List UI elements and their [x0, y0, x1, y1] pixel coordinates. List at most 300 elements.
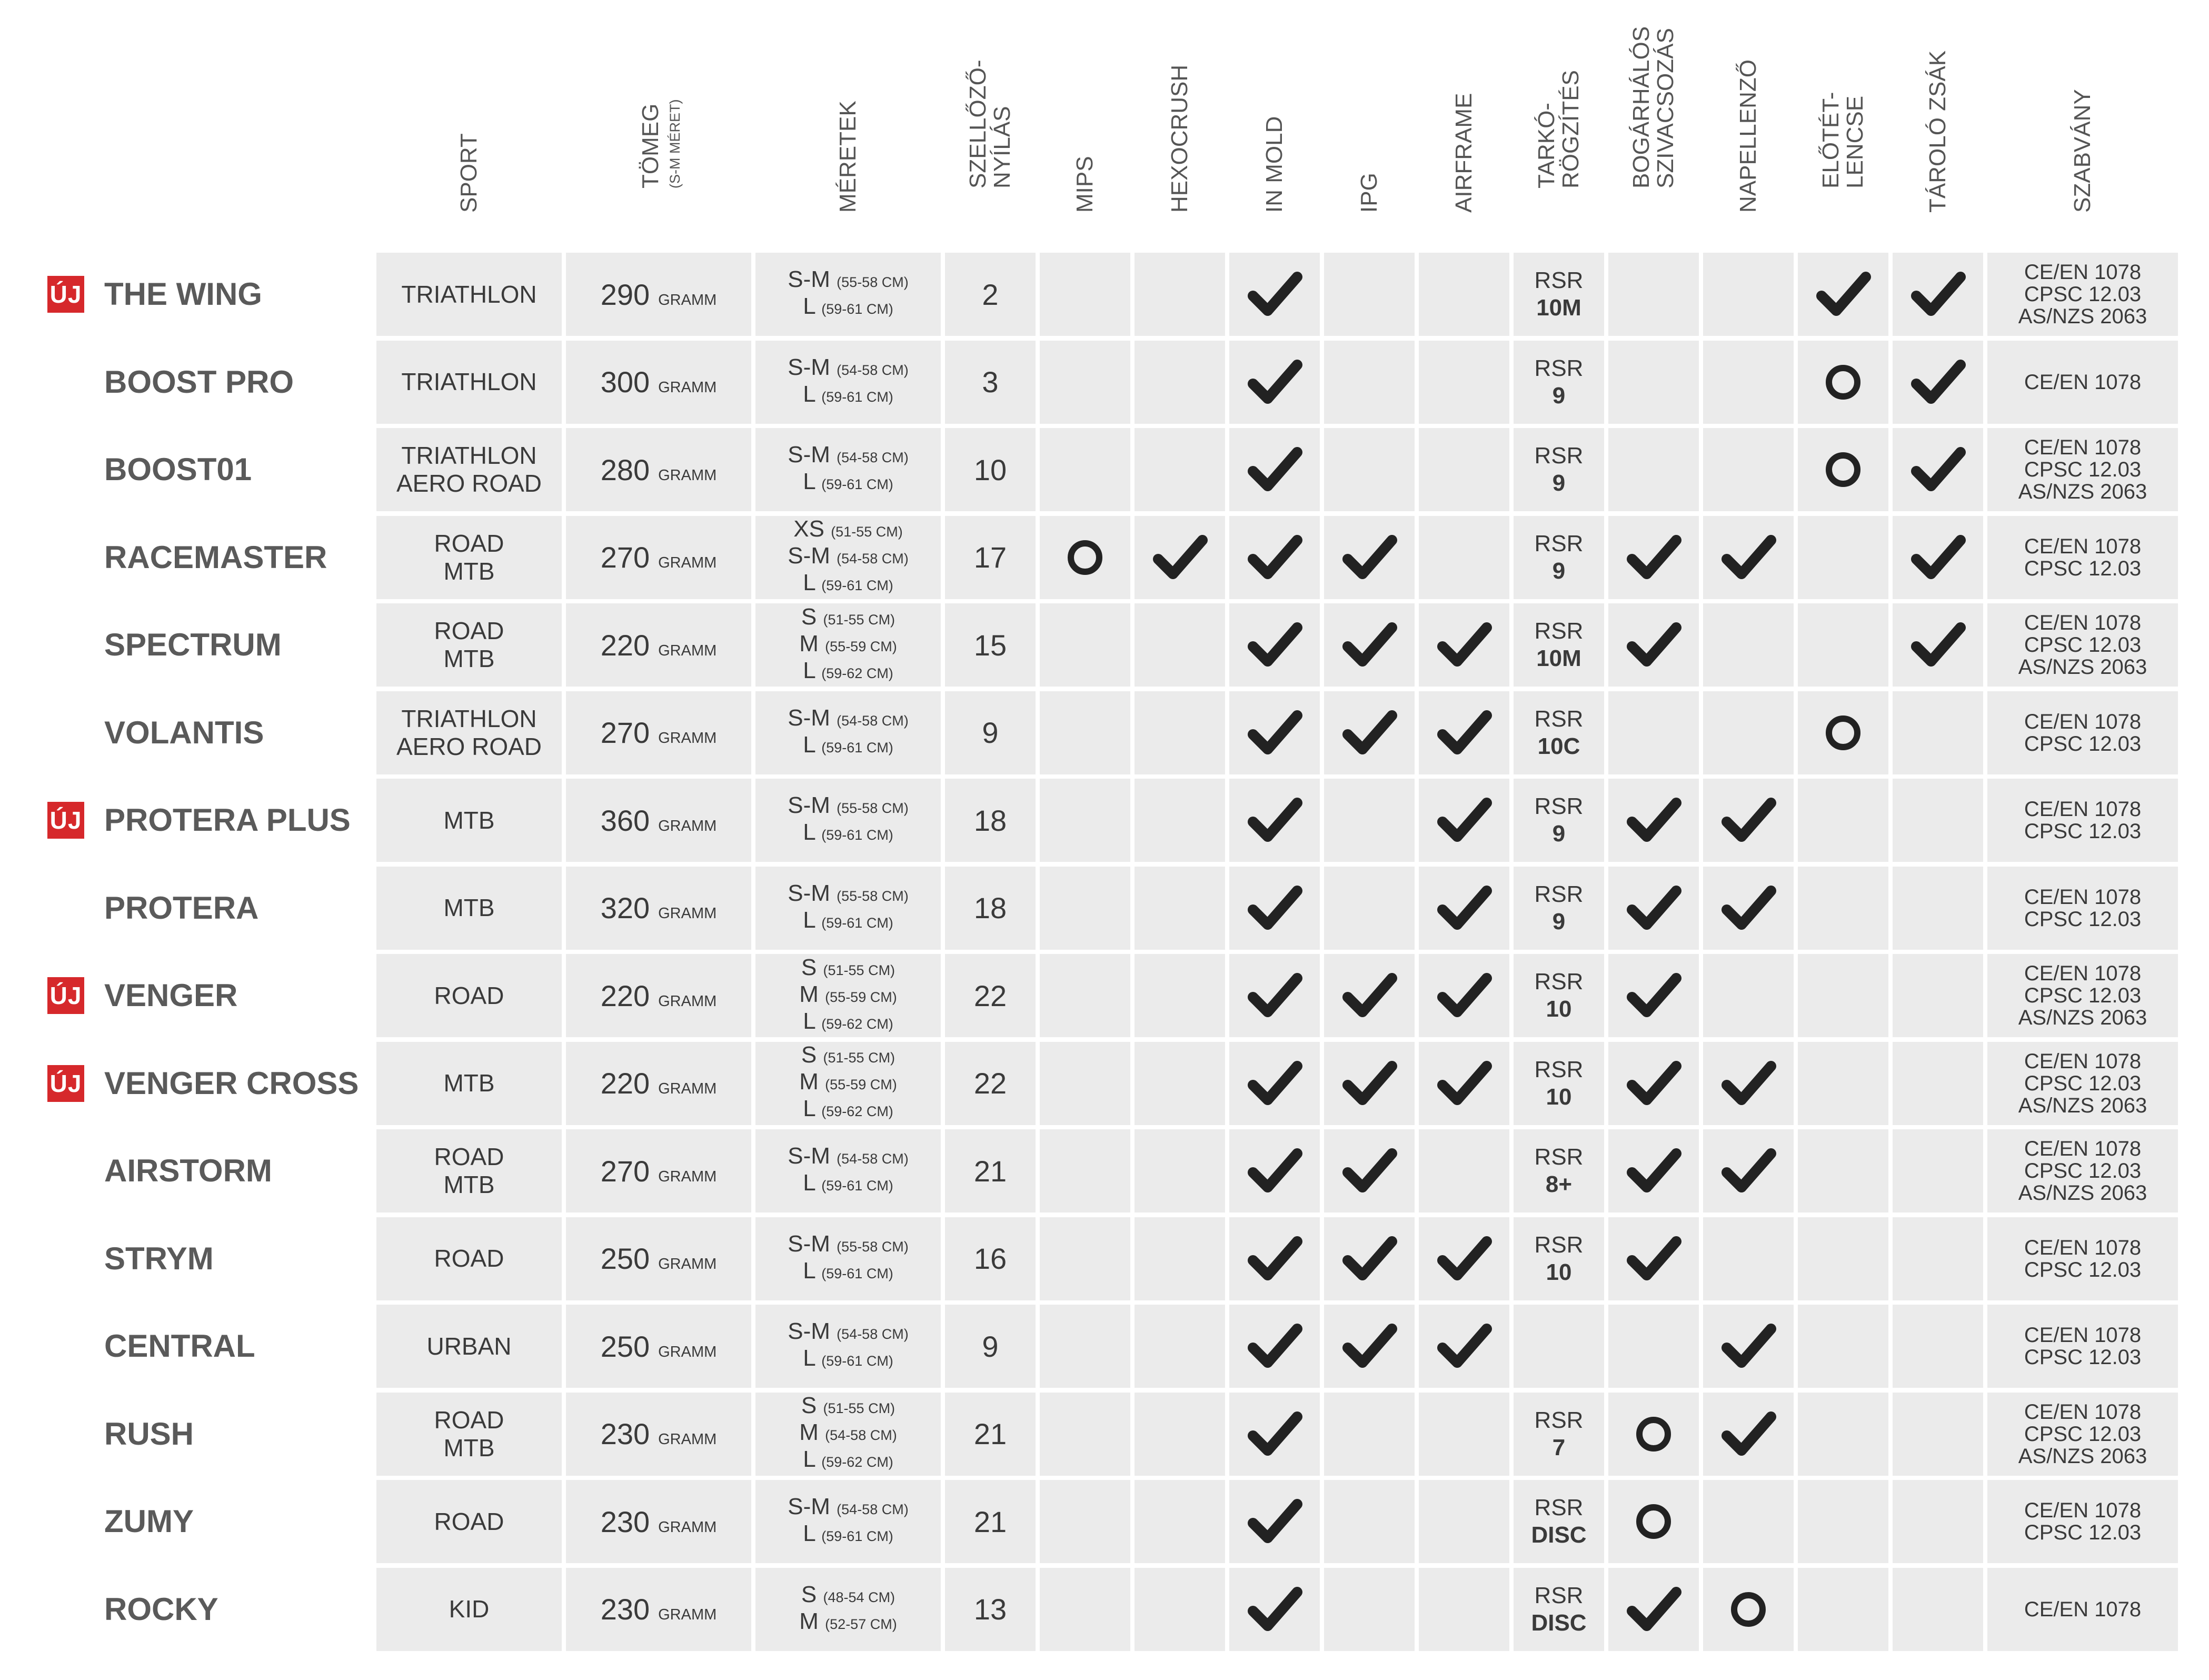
sport-text: [401, 368, 536, 396]
cell-bugnet: [1608, 1393, 1699, 1476]
check-icon: [1246, 1493, 1303, 1550]
cell-mips: [1040, 1480, 1130, 1563]
standard-line: CE/EN 1078: [2024, 1499, 2142, 1522]
column-header-label: [1357, 173, 1381, 213]
cell-lens: [1798, 428, 1888, 511]
standard-line: CE/EN 1078: [2024, 436, 2142, 459]
size-label: M: [799, 1608, 819, 1634]
cell-in-mold: [1229, 1480, 1320, 1563]
size-line: [799, 1394, 897, 1420]
weight-unit: GRAMM: [658, 379, 717, 396]
retention-system: RSR: [1534, 1144, 1584, 1170]
size-range: (54-58 CM): [837, 551, 909, 566]
cell-visor: [1703, 1393, 1794, 1476]
cell-visor: [1703, 516, 1794, 599]
product-row-label: [0, 954, 369, 1037]
size-label: S-M: [788, 1143, 830, 1169]
cell-mips: [1040, 691, 1130, 774]
cell-bugnet: [1608, 1305, 1699, 1388]
check-icon: [1340, 616, 1398, 674]
column-header-label: [1073, 156, 1097, 213]
cell-hexocrush: [1135, 1217, 1225, 1300]
column-header-in-mold: [1229, 0, 1320, 247]
check-icon: [1719, 1317, 1777, 1375]
cell-bag: [1893, 691, 1983, 774]
column-header-standard: [1987, 0, 2178, 247]
size-label: L: [803, 1446, 815, 1472]
weight-text: [601, 891, 717, 925]
sport-line: URBAN: [426, 1332, 512, 1360]
size-line: [788, 1232, 908, 1259]
sport-line: MTB: [443, 894, 495, 921]
cell-ipg: [1324, 1305, 1415, 1388]
column-header-bugnet: [1608, 0, 1699, 247]
retention-system: RSR: [1534, 1231, 1584, 1258]
product-name: VOLANTIS: [104, 714, 264, 750]
cell-mips: [1040, 603, 1130, 687]
standard-line: AS/NZS 2063: [2018, 1444, 2147, 1468]
weight-text: [601, 1417, 717, 1451]
product-name: PROTERA: [104, 890, 259, 926]
size-label: S: [801, 1581, 817, 1607]
cell-bugnet: [1608, 1129, 1699, 1212]
column-header-line: IPG: [1356, 173, 1382, 213]
cell-in-mold: [1229, 1217, 1320, 1300]
standard-line: CPSC 12.03: [2024, 1346, 2142, 1369]
check-icon: [1246, 616, 1303, 674]
cell-lens: [1798, 1393, 1888, 1476]
check-icon: [1719, 791, 1777, 849]
weight-text: [601, 277, 717, 312]
cell-standard: [1987, 341, 2178, 424]
cell-airframe: [1419, 691, 1509, 774]
size-label: L: [803, 819, 815, 845]
weight-text: [601, 979, 717, 1013]
cell-hexocrush: [1135, 1480, 1225, 1563]
cell-vents: [945, 1305, 1036, 1388]
cell-hexocrush: [1135, 1568, 1225, 1651]
cell-vents: [945, 603, 1036, 687]
standard-line: CE/EN 1078: [2024, 611, 2142, 634]
check-icon: [1909, 529, 1967, 586]
column-header-line: LENCSE: [1842, 95, 1868, 188]
cell-hexocrush: [1135, 691, 1225, 774]
cell-bag: [1893, 1480, 1983, 1563]
cell-weight: [566, 691, 751, 774]
size-line: [799, 1609, 897, 1636]
sport-line: MTB: [443, 806, 495, 834]
cell-airframe: [1419, 779, 1509, 862]
retention-system: RSR: [1534, 530, 1584, 556]
new-badge: [47, 276, 84, 313]
cell-bugnet: [1608, 516, 1699, 599]
sport-line: ROAD: [434, 1507, 504, 1535]
size-line: [799, 1420, 897, 1447]
vents-number: 2: [982, 277, 999, 311]
sport-line: ROAD: [434, 981, 504, 1009]
column-header-weight: [566, 0, 751, 247]
size-label: S-M: [788, 1318, 830, 1344]
column-header-label: [1452, 93, 1476, 213]
sport-text: [443, 1069, 494, 1097]
column-header-label: [1262, 116, 1287, 213]
column-header-visor: [1703, 0, 1794, 247]
cell-bag: [1893, 1393, 1983, 1476]
cell-rsr: [1514, 1217, 1604, 1300]
sport-text: [434, 1406, 504, 1462]
retention-system: RSR: [1534, 881, 1584, 907]
product-row-label: [0, 428, 369, 511]
sport-text: [434, 1143, 504, 1199]
retention-text: [1535, 1407, 1584, 1462]
column-header-vents: [945, 0, 1036, 247]
size-line: [788, 1171, 908, 1198]
cell-vents: [945, 867, 1036, 950]
weight-value: 270: [600, 716, 650, 749]
cell-lens: [1798, 1568, 1888, 1651]
size-label: S-M: [788, 704, 830, 731]
check-icon: [1814, 265, 1872, 323]
standard-line: AS/NZS 2063: [2018, 655, 2147, 679]
cell-rsr: [1514, 1042, 1604, 1125]
size-label: L: [803, 570, 815, 595]
cell-sizes: [755, 341, 941, 424]
check-icon: [1719, 1142, 1777, 1200]
sport-text: [434, 982, 504, 1010]
cell-sport: [376, 428, 562, 511]
cell-airframe: [1419, 516, 1509, 599]
size-range: (59-61 CM): [821, 1353, 893, 1369]
sport-line: MTB: [443, 1171, 495, 1198]
cell-hexocrush: [1135, 428, 1225, 511]
weight-text: [601, 453, 717, 487]
sport-text: [443, 807, 494, 834]
size-label: L: [803, 1520, 815, 1546]
check-icon: [1246, 441, 1303, 499]
cell-hexocrush: [1135, 253, 1225, 336]
cell-rsr: [1514, 253, 1604, 336]
cell-rsr: [1514, 779, 1604, 862]
size-range: (59-61 CM): [821, 1178, 893, 1194]
size-line: [788, 382, 908, 409]
new-badge-text: ÚJ: [49, 982, 82, 1009]
check-icon: [1246, 704, 1303, 762]
sizes-text: [799, 956, 897, 1036]
cell-standard: [1987, 867, 2178, 950]
cell-vents: [945, 779, 1036, 862]
product-row-label: [0, 1129, 369, 1212]
column-header-line: SZIVACSOZÁS: [1653, 28, 1678, 188]
cell-hexocrush: [1135, 1305, 1225, 1388]
sport-line: MTB: [443, 557, 495, 585]
cell-bag: [1893, 1305, 1983, 1388]
weight-text: [601, 803, 717, 838]
check-icon: [1246, 265, 1303, 323]
cell-sizes: [755, 1393, 941, 1476]
check-icon: [1625, 1230, 1683, 1288]
cell-sport: [376, 603, 562, 687]
cell-bag: [1893, 428, 1983, 511]
cell-standard: [1987, 1129, 2178, 1212]
product-name: BOOST01: [104, 452, 252, 487]
cell-visor: [1703, 1129, 1794, 1212]
column-header-line: SPORT: [456, 133, 482, 213]
cell-weight: [566, 516, 751, 599]
cell-ipg: [1324, 516, 1415, 599]
size-line: [799, 605, 897, 632]
cell-standard: [1987, 1393, 2178, 1476]
sport-text: [434, 530, 504, 585]
product-name: ZUMY: [104, 1504, 194, 1539]
cell-sport: [376, 1393, 562, 1476]
size-line: [788, 355, 908, 382]
column-header-line: SZELLŐZŐ-: [965, 59, 991, 188]
size-label: M: [799, 630, 819, 657]
product-row-label: [0, 779, 369, 862]
check-icon: [1625, 1055, 1683, 1112]
cell-vents: [945, 1129, 1036, 1212]
standard-line: CPSC 12.03: [2024, 633, 2142, 657]
vents-number: 15: [973, 628, 1007, 662]
cell-hexocrush: [1135, 779, 1225, 862]
weight-value: 220: [600, 628, 650, 662]
cell-sizes: [755, 1568, 941, 1651]
cell-vents: [945, 253, 1036, 336]
check-icon: [1151, 529, 1209, 586]
cell-bag: [1893, 1129, 1983, 1212]
weight-value: 280: [600, 453, 650, 486]
cell-sizes: [755, 867, 941, 950]
retention-system: RSR: [1534, 705, 1584, 732]
standard-line: CE/EN 1078: [2024, 962, 2142, 985]
column-header-mips: [1040, 0, 1130, 247]
check-icon: [1625, 791, 1683, 849]
vents-value: [974, 1066, 1007, 1100]
check-icon: [1909, 265, 1967, 323]
product-name: AIRSTORM: [104, 1153, 272, 1188]
product-name: ROCKY: [104, 1591, 218, 1627]
standard-text: [2024, 1324, 2141, 1368]
column-header-line: RÖGZÍTÉS: [1558, 70, 1584, 188]
check-icon: [1340, 1055, 1398, 1112]
size-line: [788, 294, 908, 321]
cell-standard: [1987, 691, 2178, 774]
cell-bag: [1893, 954, 1983, 1037]
cell-ipg: [1324, 428, 1415, 511]
sizes-text: [788, 355, 908, 409]
size-line: [788, 881, 908, 908]
cell-visor: [1703, 341, 1794, 424]
cell-lens: [1798, 341, 1888, 424]
sizes-text: [799, 1394, 897, 1474]
cell-bag: [1893, 867, 1983, 950]
size-range: (55-58 CM): [837, 1238, 909, 1255]
cell-in-mold: [1229, 253, 1320, 336]
standard-line: AS/NZS 2063: [2018, 480, 2147, 503]
cell-lens: [1798, 1129, 1888, 1212]
cell-airframe: [1419, 954, 1509, 1037]
cell-weight: [566, 1568, 751, 1651]
circle-icon: [1822, 361, 1864, 403]
cell-sizes: [755, 1129, 941, 1212]
circle-icon: [1727, 1588, 1769, 1631]
weight-text: [601, 1154, 717, 1188]
cell-bugnet: [1608, 253, 1699, 336]
cell-vents: [945, 1568, 1036, 1651]
vents-number: 13: [973, 1593, 1007, 1626]
size-line: [788, 908, 908, 935]
cell-ipg: [1324, 1217, 1415, 1300]
size-range: (51-55 CM): [823, 962, 895, 978]
standard-line: AS/NZS 2063: [2018, 1094, 2147, 1117]
retention-model: DISC: [1531, 1522, 1587, 1548]
check-icon: [1246, 879, 1303, 937]
size-range: (59-61 CM): [821, 578, 893, 593]
size-range: (51-55 CM): [823, 611, 895, 628]
standard-text: [2024, 711, 2141, 755]
standard-line: CE/EN 1078: [2024, 885, 2142, 909]
sport-text: [426, 1333, 511, 1360]
weight-text: [601, 1329, 717, 1364]
cell-in-mold: [1229, 1393, 1320, 1476]
standard-text: [2018, 261, 2147, 327]
size-line: [788, 706, 908, 733]
cell-lens: [1798, 1042, 1888, 1125]
check-icon: [1625, 1142, 1683, 1200]
cell-airframe: [1419, 1568, 1509, 1651]
cell-rsr: [1514, 1480, 1604, 1563]
vents-number: 18: [973, 891, 1007, 925]
cell-visor: [1703, 1480, 1794, 1563]
retention-text: [1535, 1056, 1584, 1111]
vents-number: 18: [973, 803, 1007, 837]
size-range: (59-61 CM): [821, 1528, 893, 1544]
column-header-sport: [376, 0, 562, 247]
new-badge-text: ÚJ: [49, 1069, 82, 1097]
check-icon: [1625, 1580, 1683, 1638]
size-range: (59-61 CM): [821, 389, 893, 405]
cell-ipg: [1324, 1393, 1415, 1476]
cell-rsr: [1514, 1129, 1604, 1212]
cell-airframe: [1419, 1129, 1509, 1212]
weight-unit: GRAMM: [658, 1080, 717, 1097]
cell-visor: [1703, 867, 1794, 950]
cell-sport: [376, 867, 562, 950]
cell-rsr: [1514, 954, 1604, 1037]
product-row-label: [0, 1217, 369, 1300]
column-header-hexocrush: [1135, 0, 1225, 247]
size-line: [788, 1495, 908, 1522]
standard-line: CE/EN 1078: [2024, 1049, 2142, 1073]
sport-line: TRIATHLON: [401, 704, 537, 732]
weight-text: [601, 715, 717, 750]
vents-value: [974, 453, 1007, 487]
retention-model: 8+: [1545, 1171, 1573, 1197]
size-range: (54-58 CM): [837, 362, 909, 378]
size-line: [799, 1447, 897, 1474]
column-header-label: [457, 133, 481, 213]
standard-line: CPSC 12.03: [2024, 1521, 2142, 1544]
cell-bugnet: [1608, 691, 1699, 774]
cell-hexocrush: [1135, 1129, 1225, 1212]
cell-sport: [376, 1217, 562, 1300]
size-label: L: [803, 1008, 815, 1034]
size-label: L: [803, 469, 815, 494]
cell-lens: [1798, 1480, 1888, 1563]
cell-ipg: [1324, 253, 1415, 336]
column-header-rsr: [1514, 0, 1604, 247]
size-line: [799, 632, 897, 659]
cell-visor: [1703, 954, 1794, 1037]
sport-line: TRIATHLON: [401, 368, 537, 395]
weight-value: 220: [600, 1067, 650, 1100]
size-line: [788, 793, 908, 820]
check-icon: [1435, 704, 1493, 762]
product-name: VENGER CROSS: [104, 1065, 359, 1101]
vents-value: [974, 803, 1007, 838]
size-range: (55-58 CM): [837, 888, 909, 904]
column-header-line: NYÍLÁS: [989, 106, 1015, 188]
size-line: [788, 1259, 908, 1286]
cell-rsr: [1514, 603, 1604, 687]
check-icon: [1246, 1580, 1303, 1638]
vents-value: [974, 1505, 1007, 1539]
cell-mips: [1040, 516, 1130, 599]
circle-icon: [1633, 1413, 1675, 1455]
size-range: (55-58 CM): [837, 274, 909, 290]
cell-weight: [566, 603, 751, 687]
standard-line: CPSC 12.03: [2024, 458, 2142, 481]
cell-lens: [1798, 691, 1888, 774]
cell-airframe: [1419, 603, 1509, 687]
vents-number: 21: [973, 1505, 1007, 1538]
vents-value: [982, 365, 998, 399]
weight-unit: GRAMM: [658, 466, 717, 484]
sport-line: MTB: [443, 1434, 495, 1462]
sizes-text: [799, 1043, 897, 1124]
check-icon: [1246, 1230, 1303, 1288]
standard-text: [2018, 1050, 2147, 1117]
size-line: [788, 517, 908, 544]
cell-mips: [1040, 867, 1130, 950]
cell-standard: [1987, 428, 2178, 511]
cell-airframe: [1419, 1393, 1509, 1476]
standard-text: [2024, 1499, 2141, 1544]
check-icon: [1909, 441, 1967, 499]
standard-text: [2018, 612, 2147, 678]
cell-bugnet: [1608, 341, 1699, 424]
cell-ipg: [1324, 779, 1415, 862]
cell-sport: [376, 954, 562, 1037]
check-icon: [1719, 529, 1777, 586]
cell-hexocrush: [1135, 1393, 1225, 1476]
weight-text: [601, 1592, 717, 1626]
standard-line: CE/EN 1078: [2024, 1137, 2142, 1160]
retention-model: 9: [1552, 558, 1566, 584]
retention-model: 9: [1552, 382, 1566, 409]
column-header-line: IN MOLD: [1261, 116, 1287, 213]
vents-value: [974, 979, 1007, 1013]
cell-bugnet: [1608, 1042, 1699, 1125]
cell-airframe: [1419, 1480, 1509, 1563]
cell-visor: [1703, 1042, 1794, 1125]
check-icon: [1246, 967, 1303, 1025]
cell-in-mold: [1229, 1129, 1320, 1212]
sport-text: [396, 705, 542, 761]
vents-value: [974, 1241, 1007, 1276]
cell-mips: [1040, 1042, 1130, 1125]
cell-ipg: [1324, 603, 1415, 687]
